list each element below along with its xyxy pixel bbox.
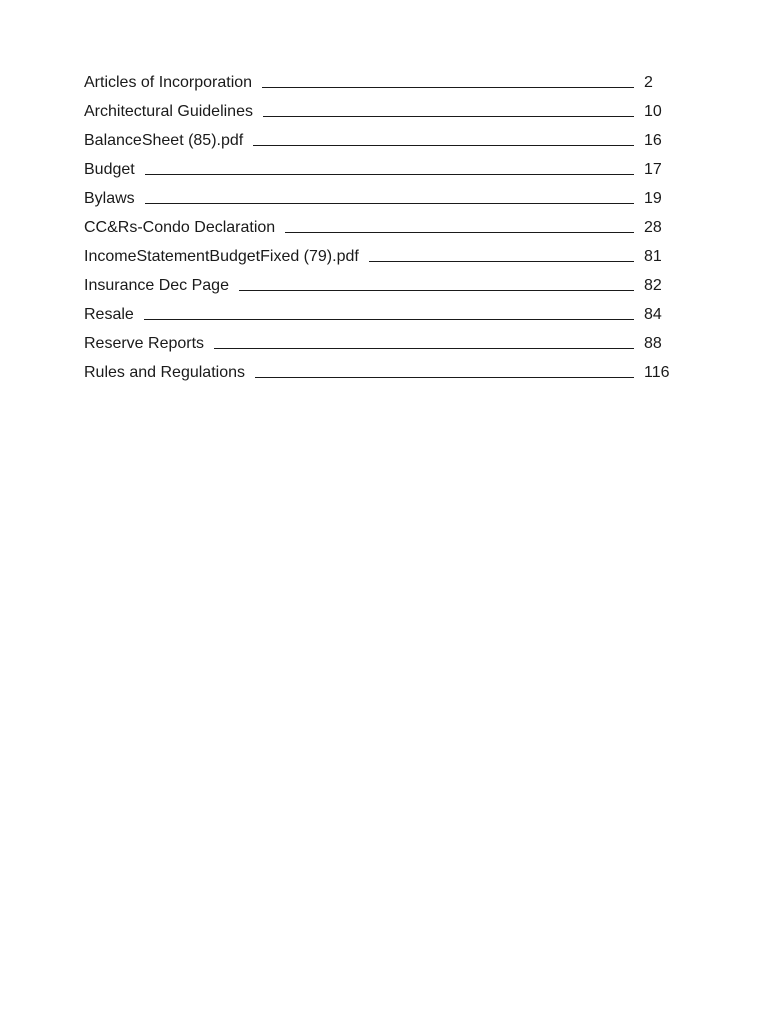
toc-entry-title: BalanceSheet (85).pdf xyxy=(84,132,244,149)
toc-entry-title: Reserve Reports xyxy=(84,335,205,352)
toc-leader-line xyxy=(255,377,634,378)
toc-entry-page: 10 xyxy=(644,103,662,120)
toc-entry-reserve-reports[interactable] xyxy=(84,329,684,358)
toc-entry-title: Resale xyxy=(84,306,134,323)
toc-entry-title: Architectural Guidelines xyxy=(84,103,253,120)
toc-entry-page: 88 xyxy=(644,335,662,352)
toc-entry-page: 82 xyxy=(644,277,662,294)
toc-entry-income-statement[interactable] xyxy=(84,242,684,271)
toc-leader-line xyxy=(285,232,634,233)
toc-entry-title: Bylaws xyxy=(84,190,135,207)
toc-entry-balance-sheet[interactable] xyxy=(84,126,684,155)
toc-entry-ccrs-condo-declaration[interactable] xyxy=(84,213,684,242)
toc-leader-line xyxy=(239,290,634,291)
toc-entry-resale[interactable] xyxy=(84,300,684,329)
toc-leader-line xyxy=(263,116,634,117)
toc-leader-line xyxy=(145,174,634,175)
toc-entry-title: IncomeStatementBudgetFixed (79).pdf xyxy=(84,248,359,265)
toc-leader-line xyxy=(144,319,634,320)
toc-entry-page: 116 xyxy=(644,364,670,381)
toc-entry-page: 17 xyxy=(644,161,662,178)
toc-entry-rules-and-regulations[interactable] xyxy=(84,358,684,387)
toc-entry-bylaws[interactable] xyxy=(84,184,684,213)
toc-entry-title: CC&Rs-Condo Declaration xyxy=(84,219,276,236)
toc-leader-line xyxy=(145,203,634,204)
toc-entry-budget[interactable] xyxy=(84,155,684,184)
toc-entry-insurance-dec-page[interactable] xyxy=(84,271,684,300)
toc-leader-line xyxy=(369,261,634,262)
toc-leader-line xyxy=(262,87,634,88)
toc-leader-line xyxy=(214,348,634,349)
toc-entry-page: 28 xyxy=(644,219,662,236)
toc-entry-page: 84 xyxy=(644,306,662,323)
toc-entry-page: 81 xyxy=(644,248,662,265)
toc-entry-title: Insurance Dec Page xyxy=(84,277,229,294)
toc-entry-title: Articles of Incorporation xyxy=(84,74,253,91)
toc-entry-page: 2 xyxy=(644,74,653,91)
toc-entry-architectural-guidelines[interactable] xyxy=(84,97,684,126)
toc-leader-line xyxy=(253,145,634,146)
toc-entry-articles-of-incorporation[interactable] xyxy=(84,68,684,97)
toc-entry-title: Budget xyxy=(84,161,135,178)
toc-entry-page: 19 xyxy=(644,190,662,207)
table-of-contents xyxy=(84,68,684,387)
toc-entry-page: 16 xyxy=(644,132,662,149)
toc-entry-title: Rules and Regulations xyxy=(84,364,245,381)
